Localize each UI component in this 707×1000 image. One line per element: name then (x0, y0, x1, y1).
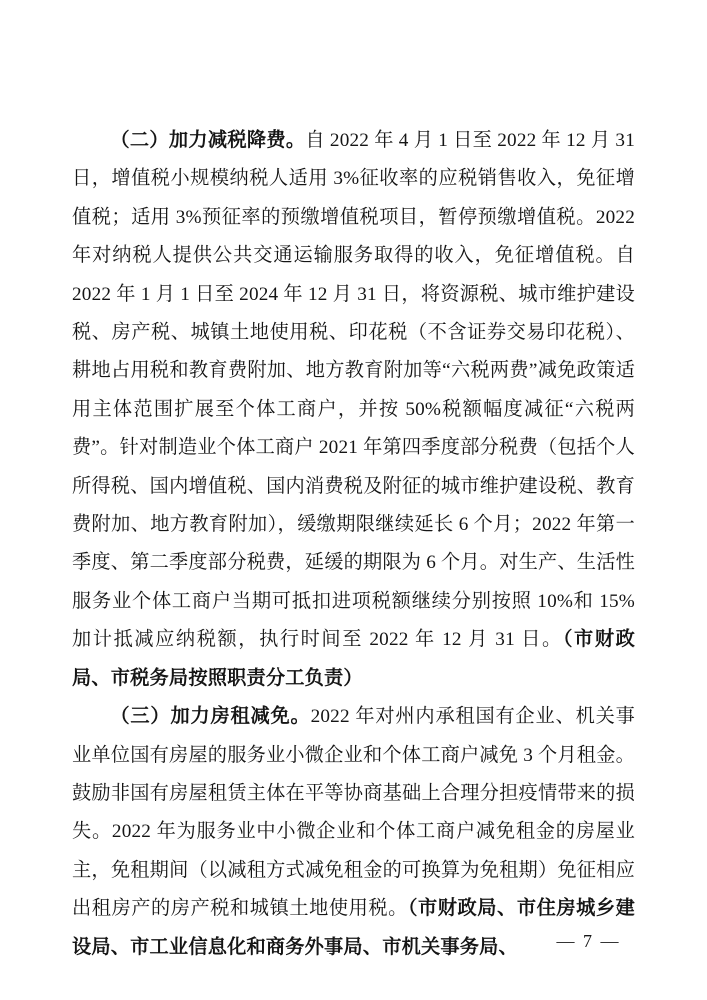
paragraph-3-responsible-units: （市财政局、市住房城乡建设局、市工业信息化和商务外事局、市机关事务局、 (72, 898, 635, 958)
page-number-footer (0, 931, 707, 952)
document-body (72, 122, 635, 967)
paragraph-tax-reduction (72, 122, 635, 698)
page-number-value: — 7 — (556, 931, 621, 951)
paragraph-2-heading: （二）加力减税降费。 (110, 130, 306, 151)
paragraph-3-body: 2022 年对州内承租国有企业、机关事业单位国有房屋的服务业小微企业和个体工商户减免 3 个月租金。鼓励非国有房屋租赁主体在平等协商基础上合理分担疫情带来的损失。2022 年为服务业中小微企业和个体工商户减免租金的房屋业主，免租期间（以减租方式减免租金的可换算为免租期）免征相应出租房产的房产税和城镇土地使用税。 (72, 706, 635, 920)
paragraph-2-body: 自 2022 年 4 月 1 日至 2022 年 12 月 31 日，增值税小规模纳税人适用 3%征收率的应税销售收入，免征增值税；适用 3%预征率的预缴增值税项目，暂停预缴增值税。2022 年对纳税人提供公共交通运输服务取得的收入，免征增值税。自 2022 年 1 月 1 日至 2024 年 12 月 31 日，将资源税、城市维护建设税、房产税、城镇土地使用税、印花税（不含证券交易印花税）、耕地占用税和教育费附加、地方教育附加等“六税两费”减免政策适用主体范围扩展至个体工商户，并按 50%税额幅度减征“六税两费”。针对制造业个体工商户 2021 年第四季度部分税费（包括个人所得税、国内增值税、国内消费税及附征的城市维护建设税、教育费附加、地方教育附加），缓缴期限继续延长 6 个月；2022 年第一季度、第二季度部分税费，延缓的期限为 6 个月。对生产、生活性服务业个体工商户当期可抵扣进项税额继续分别按照 10%和 15%加计抵减应纳税额，执行时间至 2022 年 12 月 31 日。 (72, 130, 636, 651)
paragraph-rent-reduction (72, 698, 635, 967)
paragraph-2-responsible-units: （市财政局、市税务局按照职责分工负责） (72, 629, 636, 689)
paragraph-3-heading: （三）加力房租减免。 (110, 706, 311, 728)
